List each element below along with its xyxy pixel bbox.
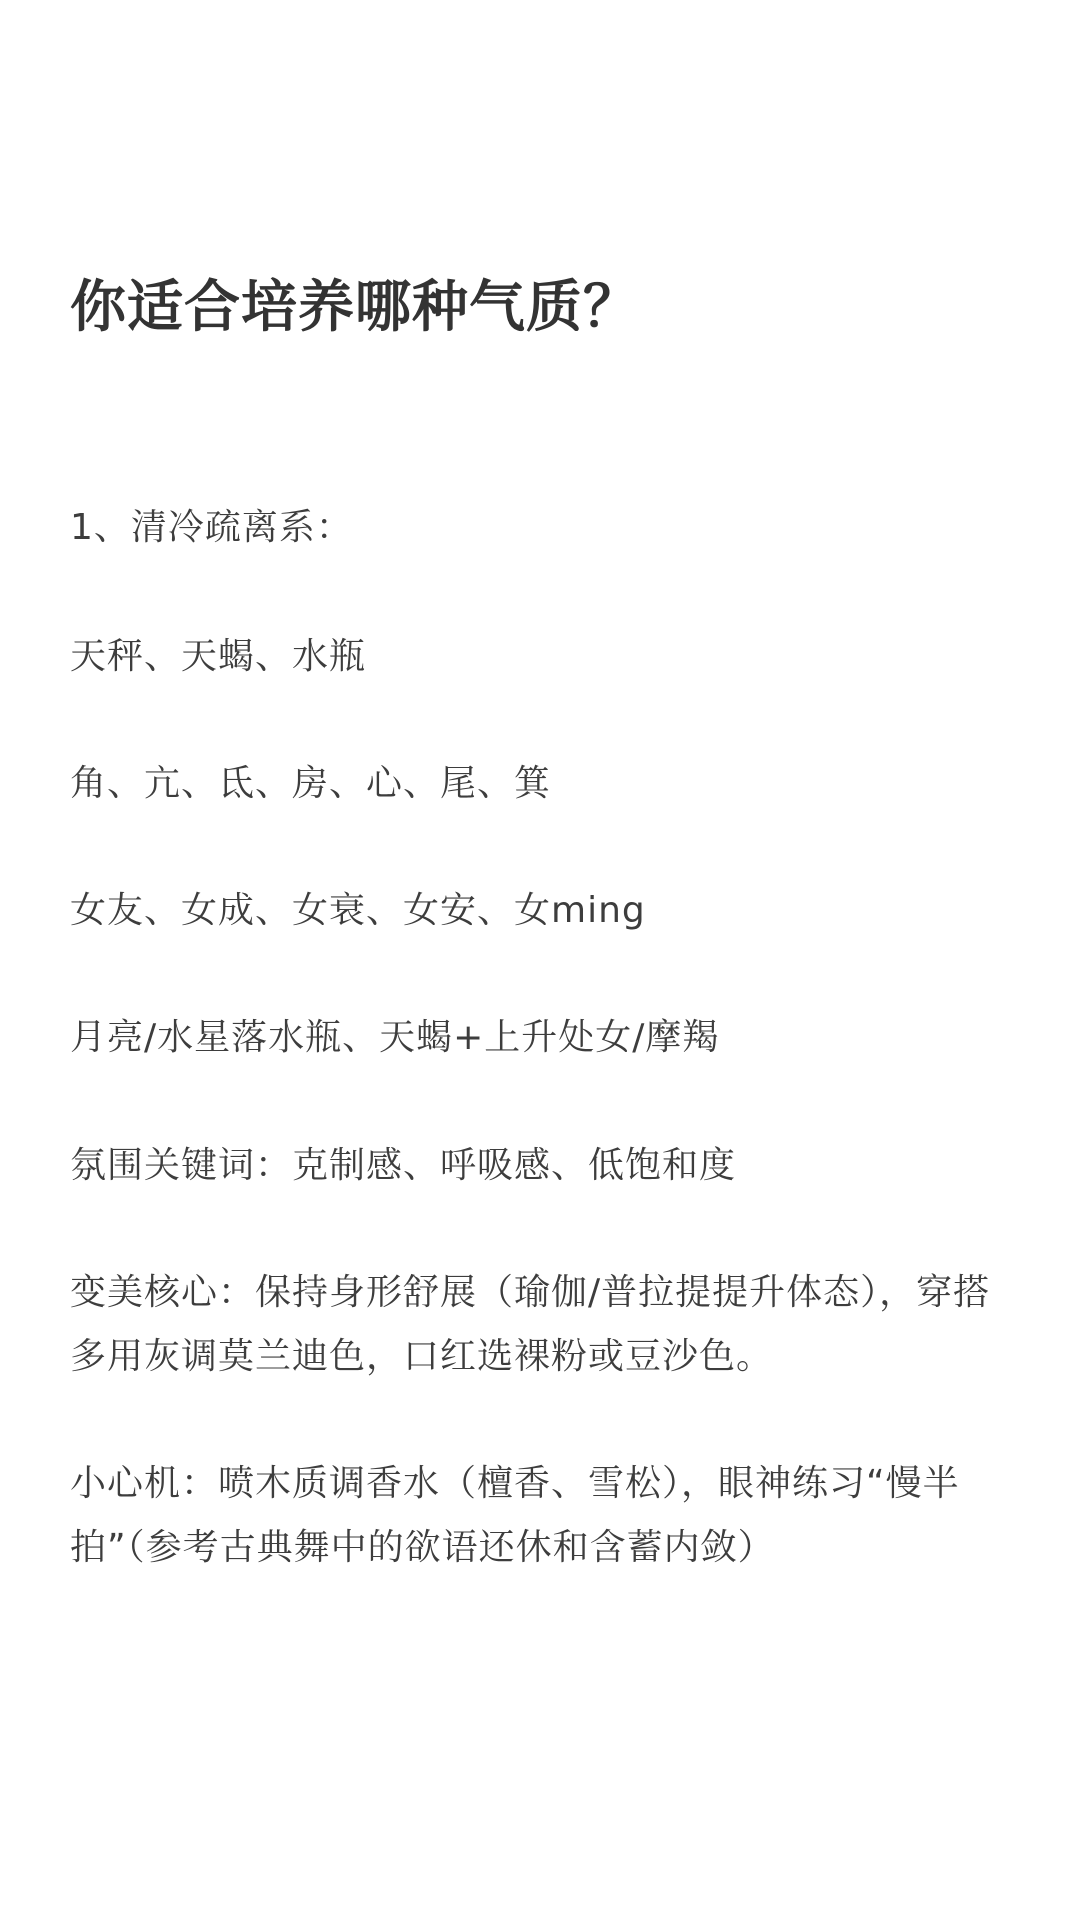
tricks-paragraph: 小心机：喷木质调香水（檀香、雪松），眼神练习“慢半拍”（参考古典舞中的欲语还休和含蓄内敛） <box>70 1463 960 1568</box>
page-title: 你适合培养哪种气质？ <box>70 275 640 340</box>
keywords-line: 氛围关键词：克制感、呼吸感、低饱和度 <box>70 1145 737 1186</box>
placements-line: 月亮/水星落水瓶、天蝎+上升处女/摩羯 <box>70 1017 720 1058</box>
section-heading: 1、清冷疏离系： <box>70 507 353 548</box>
lunar-mansions-line: 角、亢、氐、房、心、尾、箕 <box>70 763 552 804</box>
zodiac-signs-line: 天秤、天蝎、水瓶 <box>70 636 367 677</box>
lunar-mansions-alt-line: 女友、女成、女衰、女安、女ming <box>70 890 646 931</box>
beauty-core-paragraph: 变美核心：保持身形舒展（瑜伽/普拉提提升体态），穿搭多用灰调莫兰迪色，口红选裸粉或豆沙色。 <box>70 1272 991 1377</box>
